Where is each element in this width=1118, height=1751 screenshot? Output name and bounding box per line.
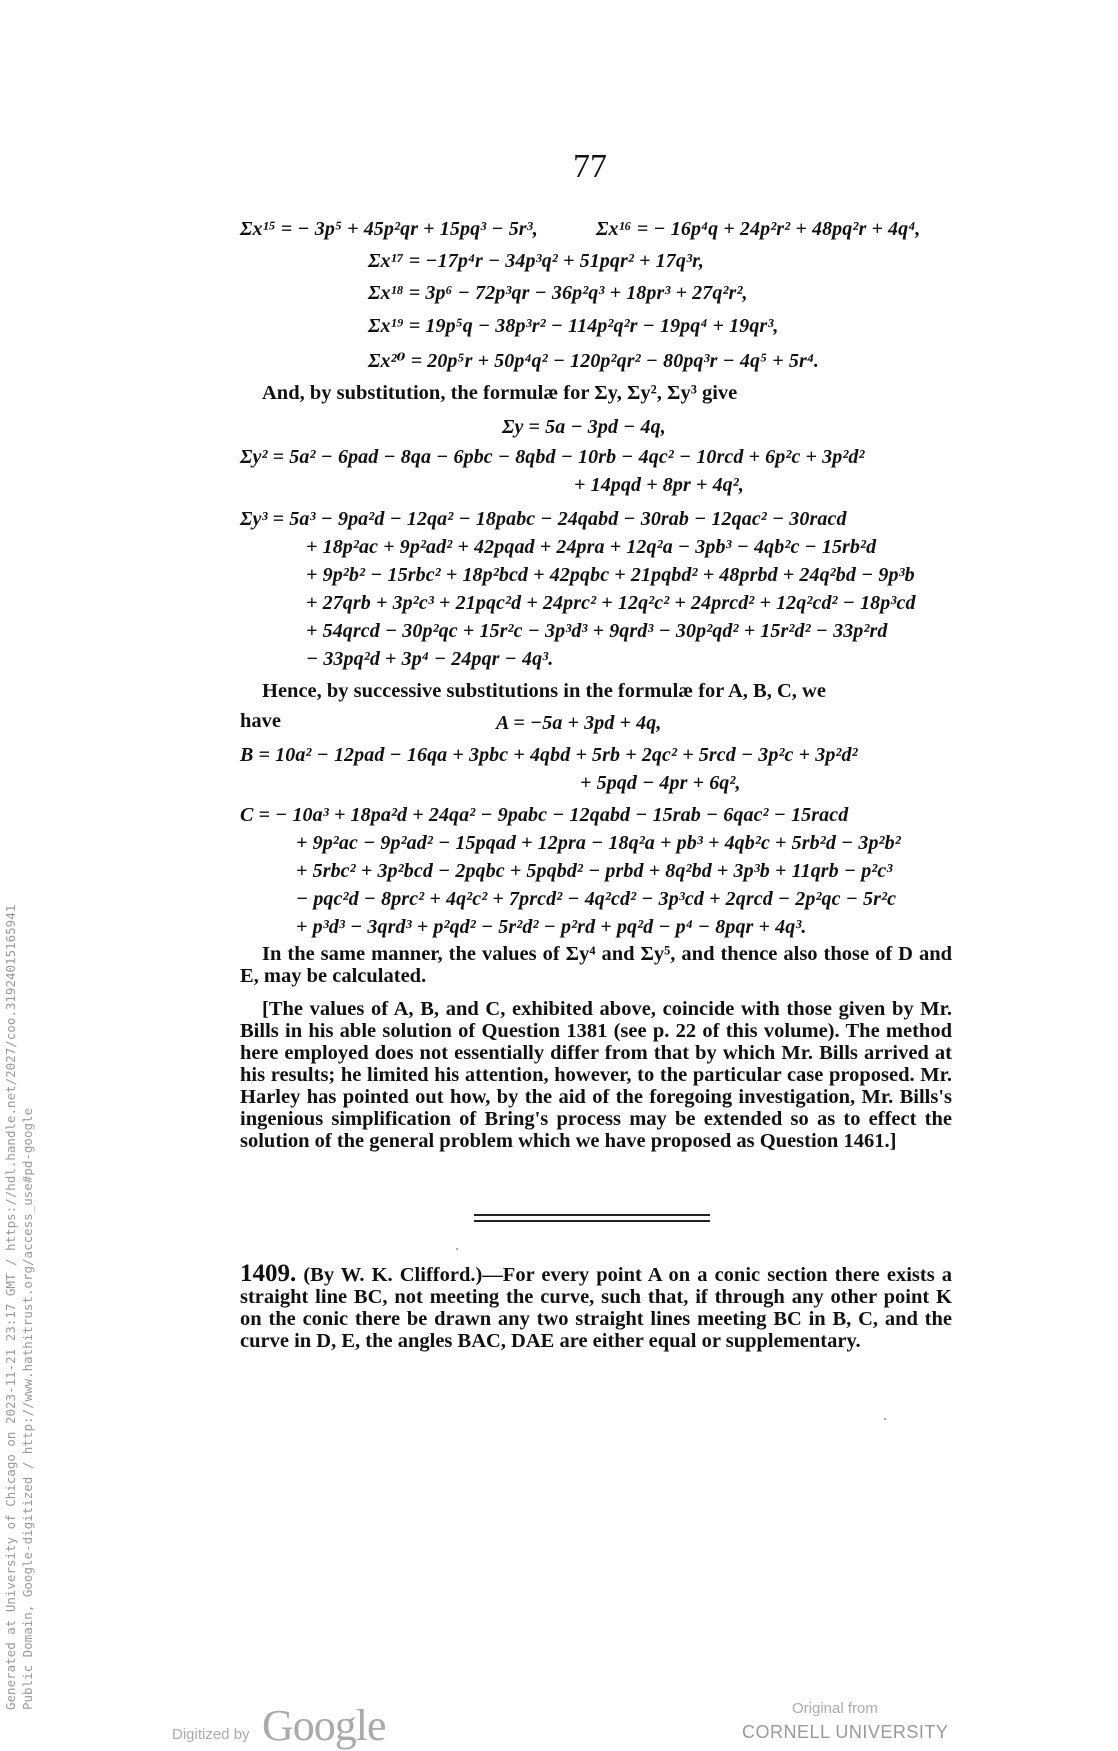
equation-sum-y3-line5: + 54qrcd − 30p²qc + 15r²c − 3p³d³ + 9qrd³ − 30p²qd² + 15r²d² − 33p²rd <box>306 620 888 642</box>
question-number: 1409. <box>240 1260 297 1287</box>
print-speck <box>456 1248 458 1250</box>
equation-sum-y3-line6: − 33pq²d + 3p⁴ − 24pqr − 4q³. <box>306 648 554 670</box>
substitution-sentence: And, by substitution, the formulæ for Σy, Σy², Σy³ give <box>262 382 738 404</box>
equation-sum-x16: Σx¹⁶ = − 16p⁴q + 24p²r² + 48pq²r + 4q⁴, <box>596 218 921 240</box>
section-divider-top <box>474 1214 710 1216</box>
paragraph-same-manner: In the same manner, the values of Σy⁴ and Σy⁵, and thence also those of D and E, may be calculated. <box>240 943 952 987</box>
side-notice-line2: Public Domain, Google-digitized / http://www.hathitrust.org/access_use#pd-google <box>20 1107 35 1710</box>
hathitrust-side-notice <box>2 905 36 1710</box>
print-speck <box>884 1418 886 1420</box>
section-divider-bottom <box>474 1220 710 1222</box>
equation-C-line5: + p³d³ − 3qrd³ + p²qd² − 5r²d² − p²rd + pq²d − p⁴ − 8pqr + 4q³. <box>296 916 807 938</box>
have-word: have <box>240 710 281 732</box>
cornell-university-label: CORNELL UNIVERSITY <box>742 1722 949 1742</box>
equation-sum-x15: Σx¹⁵ = − 3p⁵ + 45p²qr + 15pq³ − 5r³, <box>240 218 538 240</box>
equation-C-line3: + 5rbc² + 3p²bcd − 2pqbc + 5pqbd² − prbd + 8q²bd + 3p³b + 11qrb − p²c³ <box>296 860 893 882</box>
equation-C-line4: − pqc²d − 8prc² + 4q²c² + 7prcd² − 4q²cd² − 3p³cd + 2qrcd − 2p²qc − 5r²c <box>296 888 897 910</box>
hence-sentence: Hence, by successive substitutions in the formulæ for A, B, C, we <box>262 680 826 702</box>
page-number: 77 <box>573 148 607 185</box>
question-1409 <box>240 1260 952 1352</box>
equation-sum-y3-line1: Σy³ = 5a³ − 9pa²d − 12qa² − 18pabc − 24qabd − 30rab − 12qac² − 30racd <box>240 508 847 530</box>
equation-sum-y2-line1: Σy² = 5a² − 6pad − 8qa − 6pbc − 8qbd − 10rb − 4qc² − 10rcd + 6p²c + 3p²d² <box>240 446 865 468</box>
equation-sum-y3-line2: + 18p²ac + 9p²ad² + 42pqad + 24pra + 12q²a − 3pb³ − 4qb²c − 15rb²d <box>306 536 877 558</box>
equation-sum-y3-line3: + 9p²b² − 15rbc² + 18p²bcd + 42pqbc + 21pqbd² + 48prbd + 24q²bd − 9p³b <box>306 564 915 586</box>
equation-sum-y: Σy = 5a − 3pd − 4q, <box>502 416 666 438</box>
equation-C-line1: C = − 10a³ + 18pa²d + 24qa² − 9pabc − 12qabd − 15rab − 6qac² − 15racd <box>240 804 849 826</box>
paragraph-editorial-note: [The values of A, B, and C, exhibited above, coincide with those given by Mr. Bills in his able solution of Question 1381 (see p. 22 of this volume). The method here employed does not essentially differ from that by which Mr. Bills arrived at his results; he limited his attention, however, to the particular case proposed. Mr. Harley has pointed out how, by the aid of the foregoing investigation, Mr. Bills's ingenious simplification of Bring's process may be extended so as to effect the solution of the general problem which we have proposed as Question 1461.] <box>240 998 952 1152</box>
equation-C-line2: + 9p²ac − 9p²ad² − 15pqad + 12pra − 18q²a + pb³ + 4qb²c + 5rb²d − 3p²b² <box>296 832 901 854</box>
equation-B-line1: B = 10a² − 12pad − 16qa + 3pbc + 4qbd + 5rb + 2qc² + 5rcd − 3p²c + 3p²d² <box>240 744 858 766</box>
side-notice-line1: Generated at University of Chicago on 2023-11-21 23:17 GMT / https://hdl.handle.net/2027/coo.31924015165941 <box>3 904 18 1710</box>
equation-sum-y3-line4: + 27qrb + 3p²c³ + 21pqc²d + 24prc² + 12q²c² + 24prcd² + 12q²cd² − 18p³cd <box>306 592 916 614</box>
equation-sum-x20: Σx²⁰ = 20p⁵r + 50p⁴q² − 120p²qr² − 80pq³r − 4q⁵ + 5r⁴. <box>368 350 820 372</box>
equation-sum-x17: Σx¹⁷ = −17p⁴r − 34p³q² + 51pqr² + 17q³r, <box>368 250 704 272</box>
equation-sum-x18: Σx¹⁸ = 3p⁶ − 72p³qr − 36p²q³ + 18pr³ + 27q²r², <box>368 282 748 304</box>
equation-sum-y2-line2: + 14pqd + 8pr + 4q², <box>574 474 744 496</box>
digitized-by-label: Digitized by <box>172 1726 250 1743</box>
equation-sum-x19: Σx¹⁹ = 19p⁵q − 38p³r² − 114p²q²r − 19pq⁴ + 19qr³, <box>368 315 779 337</box>
equation-B-line2: + 5pqd − 4pr + 6q², <box>580 772 741 794</box>
equation-A: A = −5a + 3pd + 4q, <box>496 712 662 734</box>
question-text: (By W. K. Clifford.)—For every point A on a conic section there exists a straight line BC, not meeting the curve, such that, if through any other point K on the conic there be drawn any two straight lines meeting BC in B, C, and the curve in D, E, the angles BAC, DAE are either equal or supplementary. <box>240 1264 952 1352</box>
google-logo: Google <box>262 1701 386 1750</box>
original-from-label: Original from <box>792 1700 878 1717</box>
